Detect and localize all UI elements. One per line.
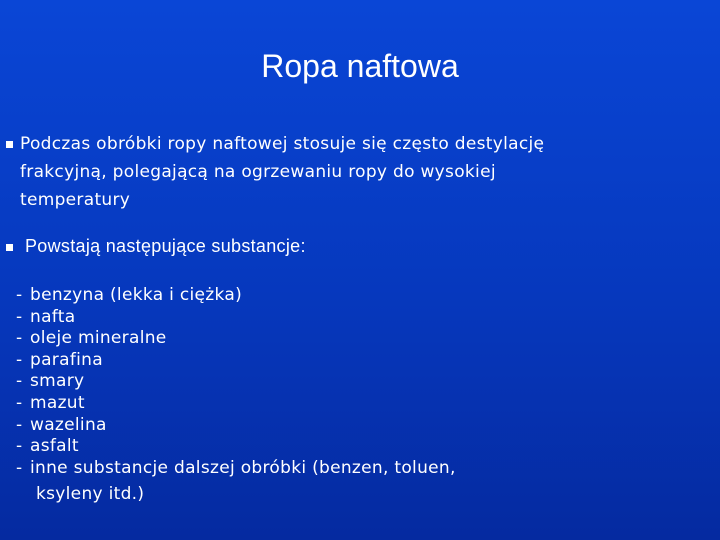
bullet-text-line: temperatury [20,190,131,210]
list-item [16,328,456,350]
bullet-text [20,130,696,214]
dash-marker: - [16,371,23,392]
list-item [16,415,456,437]
list-item-text: smary [30,371,85,392]
list-item [16,285,456,307]
list-item-continuation: ksyleny itd.) [36,484,145,505]
square-bullet-icon [6,141,13,148]
bullet-text: Powstają następujące substancje: [25,236,306,256]
dash-marker: - [16,306,23,327]
dash-marker: - [16,414,23,435]
list-item-text: mazut [30,392,85,413]
square-bullet-icon [6,244,13,251]
bullet-text-line: Podczas obróbki ropy naftowej stosuje się często destylację [20,134,545,154]
list-item-text: nafta [30,306,76,327]
dash-marker: - [16,328,23,349]
list-item [16,436,456,458]
dash-marker: - [16,392,23,413]
list-item-text: parafina [30,349,103,370]
list-item-text: inne substancje dalszej obróbki (benzen, toluen, [30,457,456,478]
list-item-text: oleje mineralne [30,328,167,349]
list-item-text: benzyna (lekka i ciężka) [30,285,243,305]
bullet-text-line: frakcyjną, polegającą na ogrzewaniu ropy do wysokiej [20,162,496,182]
slide-title: Ropa naftowa [261,48,459,84]
list-item [16,350,456,372]
bullet-item-distillation [6,130,696,214]
list-item [16,458,456,480]
dash-marker: - [16,285,23,305]
list-item [16,371,456,393]
dash-marker: - [16,436,23,457]
list-item [16,393,456,415]
list-item-text: wazelina [30,414,107,435]
substance-list [16,285,456,509]
list-item [16,307,456,329]
dash-marker: - [16,349,23,370]
bullet-item-substances [6,232,306,260]
list-item-text: asfalt [30,436,79,457]
dash-marker: - [16,457,23,478]
